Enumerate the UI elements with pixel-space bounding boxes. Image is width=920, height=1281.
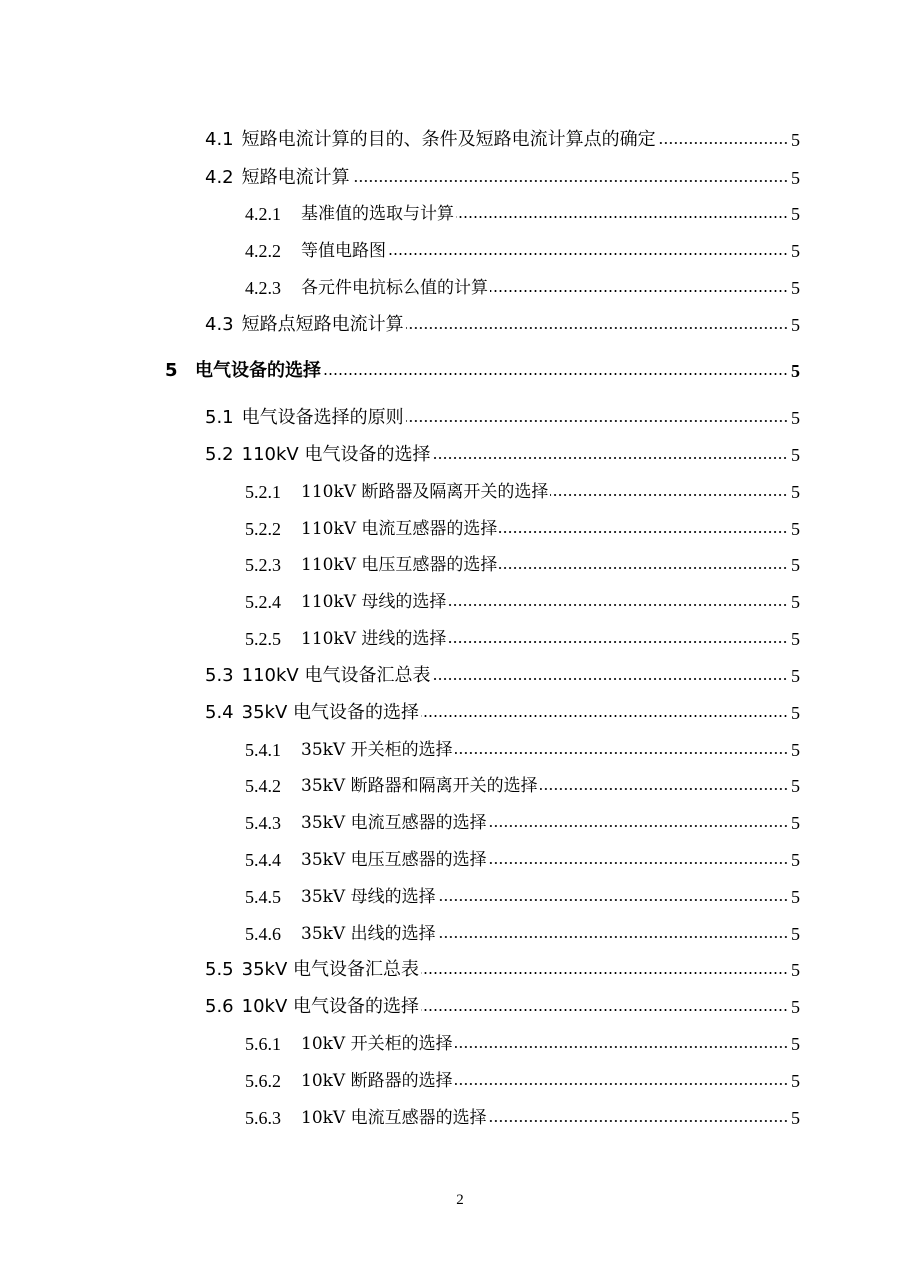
toc-page: 5 [791, 850, 800, 870]
toc-page: 5 [791, 408, 800, 428]
toc-title: 110kV 电压互感器的选择 [301, 555, 498, 575]
toc-number: 4.2.1 [245, 204, 281, 224]
dot-leader [406, 420, 788, 422]
toc-title: 35kV 开关柜的选择 [301, 740, 453, 760]
toc-page: 5 [791, 813, 800, 833]
toc-entry-5-6[interactable] [205, 995, 800, 1019]
dot-leader [432, 457, 788, 459]
toc-page: 5 [791, 445, 800, 465]
toc-number: 4.1 [205, 129, 234, 150]
dot-leader [421, 1009, 788, 1011]
toc-entry-4-2[interactable] [205, 166, 800, 190]
dot-leader [406, 327, 788, 329]
toc-number: 5.4.1 [245, 740, 281, 760]
toc-entry-4-2-3[interactable] [245, 276, 800, 300]
toc-entry-4-2-2[interactable] [245, 239, 800, 263]
toc-title: 110kV 母线的选择 [301, 592, 447, 612]
dot-leader [448, 604, 788, 606]
toc-chapter-5[interactable] [165, 359, 800, 383]
dot-leader [455, 1083, 788, 1085]
toc-title: 110kV 断路器及隔离开关的选择 [301, 482, 549, 502]
toc-entry-5-1[interactable] [205, 406, 800, 430]
dot-leader [438, 936, 788, 938]
dot-leader [489, 825, 788, 827]
toc-number: 5.2.1 [245, 482, 281, 502]
toc-entry-5-3[interactable] [205, 664, 800, 688]
toc-number: 5.4.3 [245, 813, 281, 833]
toc-number: 5.6.3 [245, 1108, 281, 1128]
toc-entry-5-6-2[interactable] [245, 1069, 800, 1093]
toc-title: 35kV 断路器和隔离开关的选择 [301, 776, 538, 796]
toc-entry-4-1[interactable] [205, 128, 800, 152]
dot-leader [455, 1046, 788, 1048]
dot-leader [323, 373, 788, 375]
toc-page: 5 [791, 168, 800, 188]
toc-number: 4.3 [205, 314, 234, 335]
toc-page: 5 [791, 960, 800, 980]
toc-entry-5-2[interactable] [205, 443, 800, 467]
dot-leader [540, 788, 788, 790]
toc-page: 5 [791, 703, 800, 723]
toc-entry-5-2-4[interactable] [245, 590, 800, 614]
toc-title: 10kV 电流互感器的选择 [301, 1108, 487, 1128]
dot-leader [421, 972, 788, 974]
toc-entry-5-4-6[interactable] [245, 922, 800, 946]
toc-page: 5 [791, 666, 800, 686]
toc-title: 10kV 电气设备的选择 [241, 996, 420, 1017]
toc-number: 5.2.3 [245, 555, 281, 575]
toc-number: 5.4.6 [245, 924, 281, 944]
dot-leader [490, 290, 788, 292]
dot-leader [456, 216, 788, 218]
toc-page: 5 [791, 241, 800, 261]
toc-title: 110kV 电气设备汇总表 [241, 665, 431, 686]
toc-number: 5.2.5 [245, 629, 281, 649]
toc-page: 5 [791, 278, 800, 298]
toc-title: 35kV 电气设备的选择 [241, 702, 420, 723]
toc-title: 短路点短路电流计算 [241, 314, 404, 335]
toc-title: 10kV 断路器的选择 [301, 1071, 453, 1091]
dot-leader [352, 180, 788, 182]
page-number: 2 [456, 1192, 464, 1208]
toc-number: 4.2.3 [245, 278, 281, 298]
dot-leader [489, 862, 788, 864]
dot-leader [499, 531, 788, 533]
dot-leader [448, 641, 788, 643]
dot-leader [388, 253, 788, 255]
toc-title: 35kV 电压互感器的选择 [301, 850, 487, 870]
toc-entry-5-6-3[interactable] [245, 1106, 800, 1130]
toc-page: 5 [791, 629, 800, 649]
toc-number: 5.1 [205, 407, 234, 428]
toc-number: 5.5 [205, 959, 234, 980]
toc-page: 5 [791, 776, 800, 796]
toc-page: 5 [791, 1108, 800, 1128]
toc-title: 35kV 电流互感器的选择 [301, 813, 487, 833]
toc-number: 5.4.5 [245, 887, 281, 907]
toc-entry-5-4[interactable] [205, 701, 800, 725]
toc-page: 5 [791, 555, 800, 575]
toc-title: 35kV 母线的选择 [301, 887, 436, 907]
toc-title: 110kV 电流互感器的选择 [301, 519, 498, 539]
toc-title: 等值电路图 [301, 241, 386, 261]
toc-page: 5 [791, 1071, 800, 1091]
toc-page: 5 [791, 482, 800, 502]
toc-page: 5 [791, 361, 800, 381]
toc-entry-5-5[interactable] [205, 958, 800, 982]
dot-leader [658, 142, 788, 144]
toc-title: 基准值的选取与计算 [301, 204, 454, 224]
toc-number: 5.4.4 [245, 850, 281, 870]
toc-page: 5 [791, 130, 800, 150]
toc-number: 5.2.2 [245, 519, 281, 539]
toc-entry-5-6-1[interactable] [245, 1032, 800, 1056]
toc-title: 各元件电抗标么值的计算 [301, 278, 488, 298]
toc-entry-5-2-2[interactable] [245, 517, 800, 541]
dot-leader [432, 678, 788, 680]
toc-entry-5-4-1[interactable] [245, 738, 800, 762]
dot-leader [421, 715, 788, 717]
toc-entry-5-4-4[interactable] [245, 848, 800, 872]
toc-entry-5-4-3[interactable] [245, 811, 800, 835]
toc-entry-4-3[interactable] [205, 313, 800, 337]
toc-number: 5.3 [205, 665, 234, 686]
toc-page: 5 [791, 997, 800, 1017]
toc-number: 5.2 [205, 444, 234, 465]
toc-entry-5-2-5[interactable] [245, 627, 800, 651]
toc-number: 5.4 [205, 702, 234, 723]
toc-entry-5-4-2[interactable] [245, 774, 800, 798]
dot-leader [499, 567, 788, 569]
toc-title: 10kV 开关柜的选择 [301, 1034, 453, 1054]
toc-title: 110kV 电气设备的选择 [241, 444, 431, 465]
toc-number: 4.2.2 [245, 241, 281, 261]
toc-entry-5-2-3[interactable] [245, 553, 800, 577]
toc-number: 5.6.2 [245, 1071, 281, 1091]
toc-number: 5.6 [205, 996, 234, 1017]
toc-page: 5 [791, 592, 800, 612]
dot-leader [438, 899, 788, 901]
toc-title: 电气设备选择的原则 [241, 407, 404, 428]
toc-number: 4.2 [205, 167, 234, 188]
toc-entry-5-2-1[interactable] [245, 480, 800, 504]
toc-number: 5.4.2 [245, 776, 281, 796]
toc-page: 5 [791, 315, 800, 335]
toc-page: 5 [791, 887, 800, 907]
dot-leader [550, 494, 788, 496]
toc-page: 5 [791, 519, 800, 539]
toc-title: 35kV 出线的选择 [301, 924, 436, 944]
toc-number: 5.6.1 [245, 1034, 281, 1054]
dot-leader [489, 1120, 788, 1122]
toc-page: 5 [791, 1034, 800, 1054]
toc-page: 5 [791, 740, 800, 760]
toc-entry-5-4-5[interactable] [245, 885, 800, 909]
toc-page: 5 [791, 204, 800, 224]
toc-title: 110kV 进线的选择 [301, 629, 447, 649]
toc-entry-4-2-1[interactable] [245, 202, 800, 226]
toc-title: 35kV 电气设备汇总表 [241, 959, 420, 980]
toc-page: 5 [791, 924, 800, 944]
toc-number: 5 [165, 360, 178, 381]
toc-title: 电气设备的选择 [195, 360, 321, 381]
toc-title: 短路电流计算 [241, 167, 350, 188]
toc-title: 短路电流计算的目的、条件及短路电流计算点的确定 [241, 129, 656, 150]
dot-leader [455, 752, 788, 754]
toc-number: 5.2.4 [245, 592, 281, 612]
